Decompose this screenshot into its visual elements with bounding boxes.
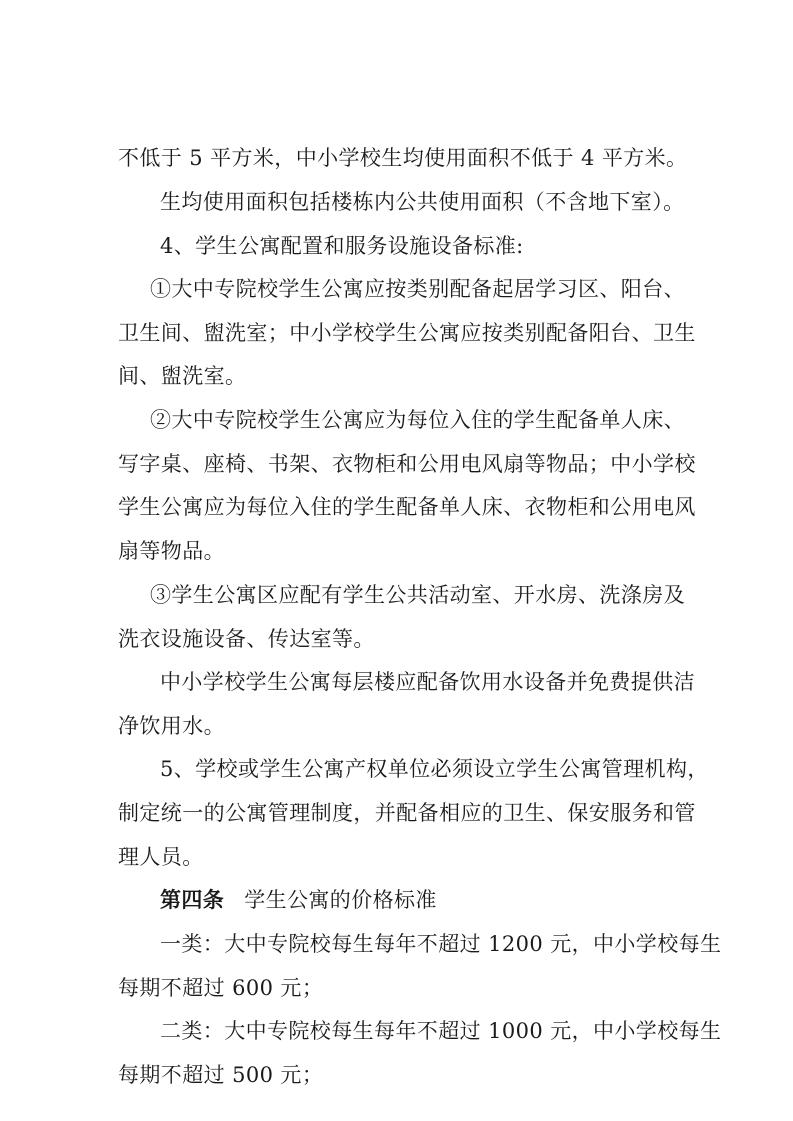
- paragraph-line: 生均使用面积包括楼栋内公共使用面积（不含地下室）。: [160, 190, 685, 214]
- paragraph-line: 洗衣设施设备、传达室等。: [118, 627, 375, 651]
- paragraph-line: 制定统一的公寓管理制度，并配备相应的卫生、保安服务和管: [118, 801, 696, 825]
- paragraph-line: 中小学校学生公寓每层楼应配备饮用水设备并免费提供洁: [160, 670, 695, 694]
- paragraph-line: 卫生间、盥洗室；中小学校学生公寓应按类别配备阳台、卫生: [118, 321, 696, 345]
- paragraph-line: ①大中专院校学生公寓应按类别配备起居学习区、阳台、: [150, 277, 685, 301]
- paragraph-line: ②大中专院校学生公寓应为每位入住的学生配备单人床、: [150, 408, 685, 432]
- paragraph-line: 不低于 5 平方米，中小学校生均使用面积不低于 4 平方米。: [118, 146, 688, 170]
- paragraph-line: 净饮用水。: [118, 714, 225, 738]
- paragraph-line: ③学生公寓区应配有学生公共活动室、开水房、洗涤房及: [150, 583, 685, 607]
- article-title: 学生公寓的价格标准: [244, 888, 437, 912]
- paragraph-line: 每期不超过 500 元；: [118, 1063, 324, 1087]
- paragraph-line: 一类：大中专院校每生每年不超过 1200 元，中小学校每生: [160, 932, 722, 956]
- section-heading: 4、学生公寓配置和服务设施设备标准:: [160, 234, 524, 258]
- paragraph-line: 二类：大中专院校每生每年不超过 1000 元，中小学校每生: [160, 1019, 722, 1043]
- paragraph-line: 扇等物品。: [118, 539, 225, 563]
- paragraph-line: 间、盥洗室。: [118, 364, 247, 388]
- article-heading-line: [0, 880, 793, 920]
- paragraph-line: 每期不超过 600 元；: [118, 976, 324, 1000]
- paragraph-line: 理人员。: [118, 845, 204, 869]
- article-number: 第四条: [160, 887, 225, 912]
- section-heading: 5、学校或学生公寓产权单位必须设立学生公寓管理机构，: [160, 757, 709, 781]
- paragraph-line: 写字桌、座椅、书架、衣物柜和公用电风扇等物品；中小学校: [118, 452, 696, 476]
- paragraph-line: 学生公寓应为每位入住的学生配备单人床、衣物柜和公用电风: [118, 495, 696, 519]
